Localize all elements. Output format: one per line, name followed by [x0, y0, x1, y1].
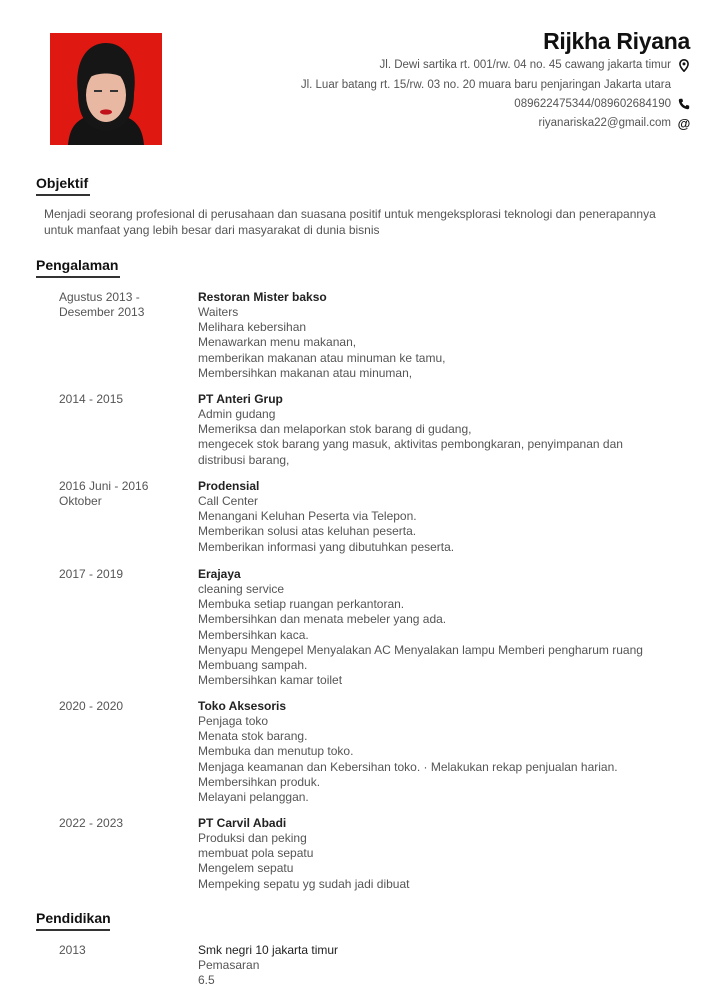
entry-line: Membuka dan menutup toko.	[198, 744, 354, 759]
entry-line: Penjaga toko	[198, 714, 269, 728]
profile-photo	[50, 33, 162, 145]
contact-text: Jl. Luar batang rt. 15/rw. 03 no. 20 muara baru penjaringan Jakarta utara	[300, 79, 671, 91]
entry-line: Menyapu Mengepel Menyalakan AC Menyalakan lampu Memberi pengharum ruang	[198, 642, 643, 657]
section-divider	[36, 276, 120, 278]
at-sign-icon: @	[677, 115, 691, 131]
entry-period: 2017 - 2019	[59, 567, 124, 581]
entry-organization: Prodensial	[198, 479, 260, 493]
entry-line: Membersihkan dan menata mebeler yang ada.	[198, 612, 447, 627]
contact-address-1	[172, 56, 692, 74]
contact-phone	[172, 95, 692, 113]
section-divider	[36, 929, 110, 931]
entry-line: Menangani Keluhan Peserta via Telepon.	[198, 509, 417, 524]
entry-line: distribusi barang,	[198, 452, 290, 467]
entry-line: membuat pola sepatu	[198, 846, 314, 861]
section-title-education: Pendidikan	[36, 910, 111, 926]
entry-organization: PT Carvil Abadi	[198, 816, 287, 830]
location-pin-icon	[676, 59, 692, 72]
entry-line: mengecek stok barang yang masuk, aktivitas pembongkaran, penyimpanan dan	[198, 437, 623, 452]
contact-text: riyanariska22@gmail.com	[538, 117, 671, 129]
entry-period: Agustus 2013 - Desember 2013	[59, 290, 145, 319]
objective-text: Menjadi seorang profesional di perusahaan dan suasana positif untuk mengeksplorasi teknologi dan penerapannya untuk manfaat yang lebih besar dari masyarakat di dunia bisnis	[44, 207, 656, 237]
section-title-objective: Objektif	[36, 175, 89, 191]
entry-line: Pemasaran	[198, 958, 260, 972]
entry-period: 2014 - 2015	[59, 392, 124, 406]
entry-line: 6.5	[198, 973, 215, 988]
applicant-name: Rijkha Riyana	[543, 28, 690, 54]
entry-line: Menata stok barang.	[198, 729, 308, 744]
section-divider	[36, 194, 90, 196]
entry-line: Admin gudang	[198, 407, 276, 421]
entry-period: 2013	[59, 943, 86, 957]
entry-line: Waiters	[198, 305, 239, 319]
entry-line: Membersihkan kamar toilet	[198, 673, 343, 688]
entry-line: Membersihkan kaca.	[198, 627, 309, 642]
entry-line: Membuka setiap ruangan perkantoran.	[198, 597, 405, 612]
entry-period: 2016 Juni - 2016 Oktober	[59, 479, 149, 508]
contact-email	[172, 114, 692, 132]
entry-line: Call Center	[198, 494, 259, 508]
entry-line: Mengelem sepatu	[198, 861, 294, 876]
phone-icon	[676, 98, 692, 110]
entry-line: Menjaga keamanan dan Kebersihan toko. · Melakukan rekap penjualan harian.	[198, 759, 618, 774]
entry-line: Memberikan informasi yang dibutuhkan peserta.	[198, 539, 455, 554]
entry-line: memberikan makanan atau minuman ke tamu,	[198, 350, 446, 365]
contact-text: Jl. Dewi sartika rt. 001/rw. 04 no. 45 cawang jakarta timur	[379, 59, 671, 71]
entry-organization: Erajaya	[198, 567, 241, 581]
entry-period: 2022 - 2023	[59, 816, 124, 830]
entry-line: Produksi dan peking	[198, 831, 307, 845]
entry-period: 2020 - 2020	[59, 699, 124, 713]
entry-line: Membersihkan produk.	[198, 774, 321, 789]
contact-address-2	[172, 76, 692, 94]
entry-line: Memberikan solusi atas keluhan peserta.	[198, 524, 417, 539]
entry-line: Melayani pelanggan.	[198, 790, 309, 805]
entry-line: Melihara kebersihan	[198, 320, 307, 335]
entry-line: Mempeking sepatu yg sudah jadi dibuat	[198, 876, 410, 891]
entry-organization: Toko Aksesoris	[198, 699, 287, 713]
entry-organization: Restoran Mister bakso	[198, 290, 327, 304]
entry-line: cleaning service	[198, 582, 285, 596]
section-title-experience: Pengalaman	[36, 257, 119, 273]
entry-line: Membuang sampah.	[198, 658, 308, 673]
entry-line: Memeriksa dan melaporkan stok barang di gudang,	[198, 422, 472, 437]
entry-organization: PT Anteri Grup	[198, 392, 283, 406]
entry-line: Membersihkan makanan atau minuman,	[198, 365, 413, 380]
contact-text: 089622475344/089602684190	[514, 98, 671, 110]
entry-organization: Smk negri 10 jakarta timur	[198, 943, 339, 957]
entry-line: Menawarkan menu makanan,	[198, 335, 357, 350]
